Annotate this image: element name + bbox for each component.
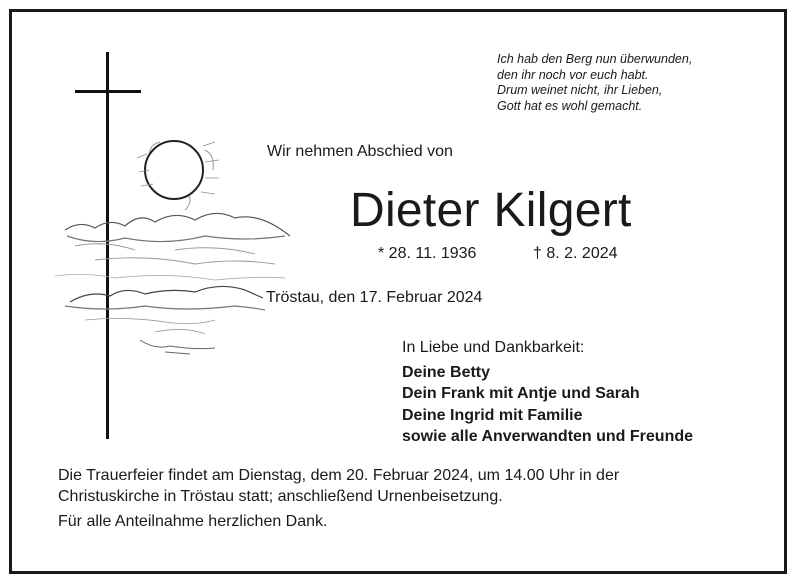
deceased-name: Dieter Kilgert	[350, 184, 632, 237]
place-and-date: Tröstau, den 17. Februar 2024	[266, 289, 483, 306]
mourner-name: Dein Frank mit Antje und Sarah	[402, 385, 640, 402]
mourner-name: Deine Ingrid mit Familie	[402, 406, 583, 424]
poem-line: Ich hab den Berg nun überwunden,	[497, 52, 693, 66]
mountain-landscape-sketch	[55, 213, 290, 354]
poem-line: den ihr noch vor euch habt.	[497, 67, 649, 82]
mourners-intro: In Liebe und Dankbarkeit:	[402, 339, 585, 356]
poem-verse	[497, 52, 692, 114]
mourner-name: sowie alle Anverwandten und Freunde	[402, 428, 694, 445]
ceremony-line: Christuskirche in Tröstau statt; anschließend Urnenbeisetzung.	[58, 488, 503, 505]
ceremony-line: Die Trauerfeier findet am Dienstag, dem 20. Februar 2024, um 14.00 Uhr in der	[58, 467, 620, 484]
mourner-name: Deine Betty	[402, 363, 491, 381]
landscape-illustration	[55, 50, 295, 445]
poem-line: Drum weinet nicht, ihr Lieben,	[497, 83, 663, 97]
sun-icon	[137, 141, 219, 210]
mourners-block	[402, 337, 693, 448]
cross-icon	[75, 52, 141, 439]
poem-line: Gott hat es wohl gemacht.	[497, 98, 643, 113]
farewell-intro: Wir nehmen Abschied von	[267, 143, 453, 160]
death-date: † 8. 2. 2024	[533, 245, 618, 262]
birth-date: * 28. 11. 1936	[378, 245, 477, 262]
thanks-line: Für alle Anteilnahme herzlichen Dank.	[58, 513, 328, 530]
ceremony-info	[58, 465, 619, 532]
